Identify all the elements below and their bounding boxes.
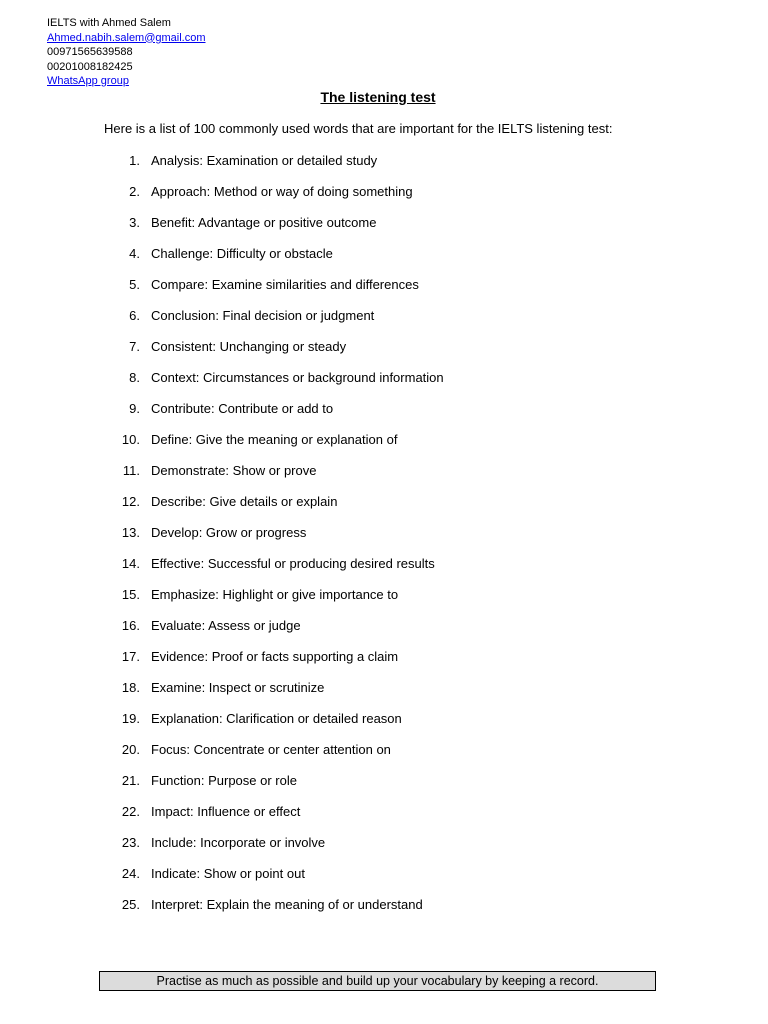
list-item-text: Examine: Inspect or scrutinize: [151, 680, 325, 695]
list-item-number: 11.: [122, 463, 140, 478]
list-item-text: Challenge: Difficulty or obstacle: [151, 246, 333, 261]
list-item-number: 10.: [121, 432, 140, 447]
list-item-text: Conclusion: Final decision or judgment: [151, 308, 375, 323]
list-item-text: Function: Purpose or role: [151, 773, 297, 788]
footer-note: Practise as much as possible and build up your vocabulary by keeping a record.: [99, 971, 656, 991]
list-item-text: Describe: Give details or explain: [151, 494, 338, 509]
list-item-text: Context: Circumstances or background information: [151, 370, 444, 385]
list-item-number: 19.: [121, 711, 140, 726]
list-item-text: Demonstrate: Show or prove: [151, 463, 317, 478]
page-title: The listening test: [320, 89, 436, 105]
list-item-number: 8.: [129, 370, 140, 385]
phone-number-1: 00971565639588: [47, 46, 133, 58]
list-item-text: Include: Incorporate or involve: [151, 835, 326, 850]
list-item-text: Interpret: Explain the meaning of or understand: [151, 897, 423, 912]
list-item-text: Explanation: Clarification or detailed reason: [151, 711, 402, 726]
list-item-number: 2.: [129, 184, 140, 199]
list-item-text: Benefit: Advantage or positive outcome: [151, 215, 377, 230]
whatsapp-group-link[interactable]: WhatsApp group: [47, 75, 129, 87]
list-item-text: Approach: Method or way of doing something: [151, 184, 413, 199]
list-item-number: 16.: [121, 618, 140, 633]
document-header: [47, 16, 206, 89]
list-item-text: Emphasize: Highlight or give importance to: [151, 587, 399, 602]
list-item-number: 21.: [121, 773, 140, 788]
list-item-text: Analysis: Examination or detailed study: [151, 153, 378, 168]
list-item-text: Impact: Influence or effect: [151, 804, 301, 819]
list-item-number: 20.: [121, 742, 140, 757]
list-item-text: Effective: Successful or producing desired results: [151, 556, 435, 571]
list-item-number: 12.: [121, 494, 140, 509]
list-item-number: 3.: [129, 215, 140, 230]
list-item-number: 24.: [121, 866, 140, 881]
list-item-number: 13.: [121, 525, 140, 540]
list-item-number: 1.: [129, 153, 140, 168]
list-item-number: 6.: [129, 308, 140, 323]
list-item-text: Develop: Grow or progress: [151, 525, 307, 540]
list-item-number: 4.: [129, 246, 140, 261]
author-name: IELTS with Ahmed Salem: [47, 17, 171, 29]
phone-number-2: 00201008182425: [47, 60, 133, 73]
email-link[interactable]: Ahmed.nabih.salem@gmail.com: [47, 31, 206, 44]
list-item-text: Indicate: Show or point out: [151, 866, 305, 881]
list-item-number: 14.: [121, 556, 140, 571]
list-item-text: Evaluate: Assess or judge: [151, 618, 301, 633]
list-item-text: Contribute: Contribute or add to: [151, 401, 334, 416]
list-item-number: 17.: [121, 649, 140, 664]
list-item-number: 7.: [129, 339, 140, 354]
list-item-text: Compare: Examine similarities and differences: [151, 277, 419, 292]
list-item-text: Consistent: Unchanging or steady: [151, 339, 347, 354]
list-item-text: Define: Give the meaning or explanation of: [151, 432, 398, 447]
list-item-number: 9.: [129, 401, 140, 416]
list-item-number: 5.: [129, 277, 140, 292]
list-item-text: Evidence: Proof or facts supporting a claim: [151, 649, 399, 664]
list-item-number: 22.: [121, 804, 140, 819]
list-item-number: 25.: [121, 897, 140, 912]
list-item-text: Focus: Concentrate or center attention on: [151, 742, 391, 757]
list-item-number: 15.: [121, 587, 140, 602]
list-item-number: 18.: [121, 680, 140, 695]
intro-paragraph: Here is a list of 100 commonly used words that are important for the IELTS listening test:: [104, 121, 613, 136]
list-item-number: 23.: [121, 835, 140, 850]
